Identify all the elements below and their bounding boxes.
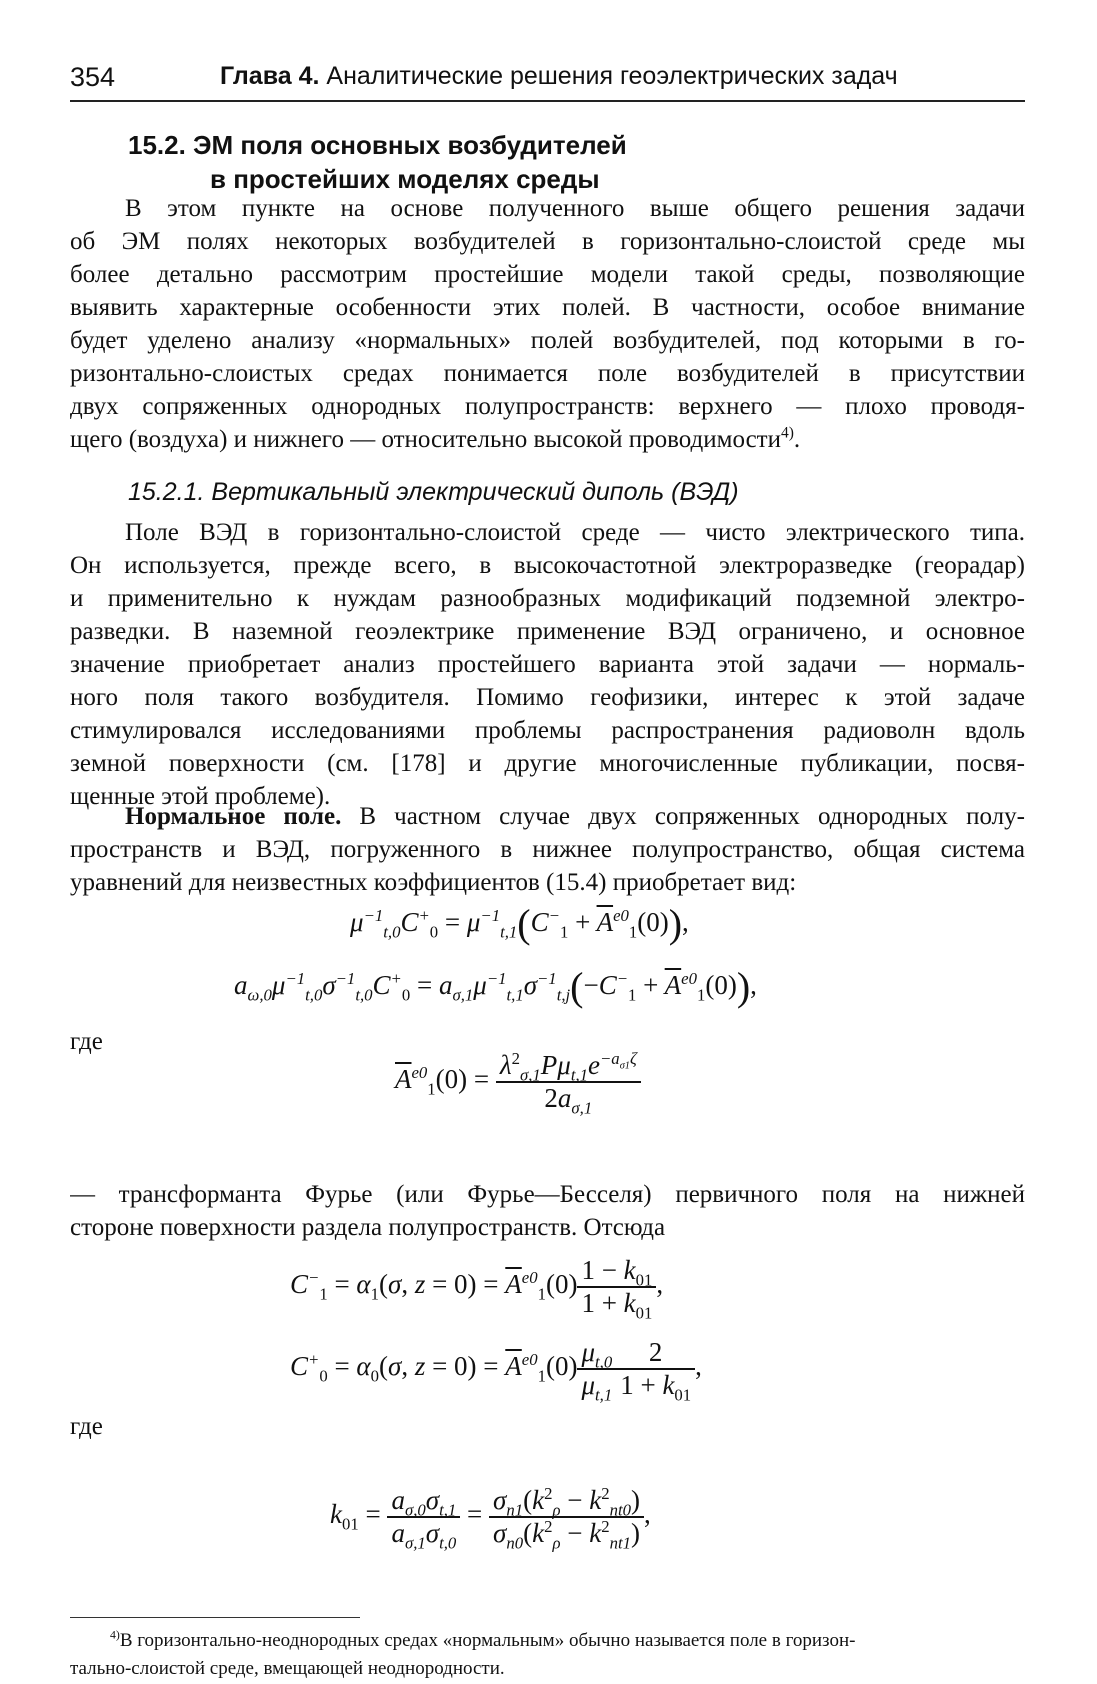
equation-c1: $C^-_1 = \alpha_1(\sigma$, $z = 0) = \overline{A}^{e0}_1(0)$ $\frac{1 - k_{01}}{1 + k_{01}}$ ,	[290, 1255, 664, 1323]
page-number: 354	[70, 62, 116, 92]
text-line: ризонтально-слоистых средах понимается поле возбудителей в присутствии	[70, 360, 1025, 387]
end-punct: .	[793, 426, 801, 453]
ved-paragraph	[70, 516, 1025, 813]
running-header	[70, 62, 1025, 102]
chapter-title: Аналитические решения геоэлектрических задач	[326, 62, 898, 90]
footnote-text: В горизонтально-неоднородных средах «нормальным» обычно называется поле в горизон-	[119, 1630, 856, 1651]
text-line: стимулировался исследованиями проблемы распространения радиоволн вдоль	[70, 717, 1025, 744]
footnote-line1	[70, 1627, 1025, 1655]
text-line: стороне поверхности раздела полупространств. Отсюда	[70, 1214, 666, 1241]
text-line: пространств и ВЭД, погруженного в нижнее полупространство, общая система	[70, 836, 1025, 863]
equation-k01: $k_{01}$ = $\frac{a_{\sigma,0}\sigma_{t,1}}{a_{\sigma,1}\sigma_{t,0}}$ = $\frac{\sigma_{n1}(k^2_\rho - k^2_{nt0})}{\sigma_{n0}(k^2_\rho - k^2_{nt1})}$ ,	[330, 1484, 651, 1553]
where-word: где	[70, 1028, 103, 1055]
fourier-paragraph	[70, 1178, 1025, 1244]
text-line: разведки. В наземной геоэлектрике применение ВЭД ограничено, и основное	[70, 618, 1025, 645]
text-line: уравнений для неизвестных коэффициентов (15.4) приобретает вид:	[70, 869, 797, 896]
equation-2: $a_{\omega,0}\mu^{-1}_{t,0}\sigma^{-1}_{t,0}C^+_0 = a_{\sigma,1}\mu^{-1}_{t,1}\sigma^{-1}_{t,j}(-C^-_1 + \overline{A}^{e0}_1(0))$,	[234, 964, 757, 1009]
equation-c0: $C^+_0 = \alpha_0(\sigma$, $z = 0) = \overline{A}^{e0}_1(0)$ $\frac{\mu_{t,0}}{\mu_{t,1}}$ $\frac{2}{1 + k_{01}}$ ,	[290, 1337, 702, 1405]
footnote-line2: тально-слоистой среде, вмещающей неоднородности.	[70, 1658, 505, 1679]
chapter-label: Глава 4.	[220, 62, 320, 90]
footnote-ref: 4)	[780, 424, 794, 442]
header-rule	[70, 100, 1025, 102]
section-title	[128, 128, 627, 196]
text-line: ного поля такого возбудителя. Помимо геофизики, интерес к этой задаче	[70, 684, 1025, 711]
text-line: — трансформанта Фурье (или Фурье—Бесселя) первичного поля на нижней	[70, 1181, 1025, 1208]
normal-field-heading: Нормальное поле.	[125, 803, 342, 830]
text-line: В этом пункте на основе полученного выше общего решения задачи	[125, 195, 1025, 222]
equation-fourier: $\overline{A}^{e0}_1(0)$ = $\frac{\lambda^2_{\sigma,1}P\mu_{t,1}e^{-a_{\sigma 1}\zeta}}{2a_{\sigma,1}}$	[395, 1050, 641, 1114]
text-line: значение приобретает анализ простейшего варианта этой задачи — нормаль-	[70, 651, 1025, 678]
text-line: и применительно к нуждам разнообразных модификаций подземной электро-	[70, 585, 1025, 612]
text-line: выявить характерные особенности этих полей. В частности, особое внимание	[70, 294, 1025, 321]
chapter-header	[220, 62, 898, 91]
footnote	[70, 1627, 1025, 1683]
text-fragment: В частном случае двух сопряженных однородных полу-	[341, 803, 1025, 830]
normal-field-paragraph	[70, 800, 1025, 899]
section-title-line1: 15.2. ЭМ поля основных возбудителей	[128, 130, 627, 160]
text-line: двух сопряженных однородных полупространств: верхнего — плохо проводя-	[70, 393, 1025, 420]
text-line: будет уделено анализу «нормальных» полей возбудителей, под которыми в го-	[70, 327, 1025, 354]
where-word: где	[70, 1413, 103, 1440]
text-line	[70, 800, 1025, 833]
equation-1: $\mu^{-1}_{t,0}C^+_0 = \mu^{-1}_{t,1}(C^-_1 + \overline{A}^{e0}_1(0))$,	[350, 901, 689, 946]
text-line: Поле ВЭД в горизонтально-слоистой среде — чисто электрического типа.	[125, 519, 1025, 546]
text-line: щего (воздуха) и нижнего — относительно высокой проводимости	[70, 426, 781, 453]
text-line: об ЭМ полях некоторых возбудителей в горизонтально-слоистой среде мы	[70, 228, 1025, 255]
text-line: Он используется, прежде всего, в высокочастотной электроразведке (георадар)	[70, 552, 1025, 579]
text-line-last	[70, 423, 1025, 456]
text-line: земной поверхности (см. [178] и другие многочисленные публикации, посвя-	[70, 750, 1025, 777]
intro-paragraph	[70, 192, 1025, 456]
subsection-title: 15.2.1. Вертикальный электрический диполь (ВЭД)	[128, 478, 739, 506]
section-title-line2: в простейших моделях среды	[210, 164, 600, 194]
footnote-mark: 4)	[110, 1628, 120, 1642]
footnote-rule	[70, 1617, 360, 1618]
text-line: более детально рассмотрим простейшие модели такой среды, позволяющие	[70, 261, 1025, 288]
text-line: щенные этой проблеме).	[70, 783, 331, 810]
